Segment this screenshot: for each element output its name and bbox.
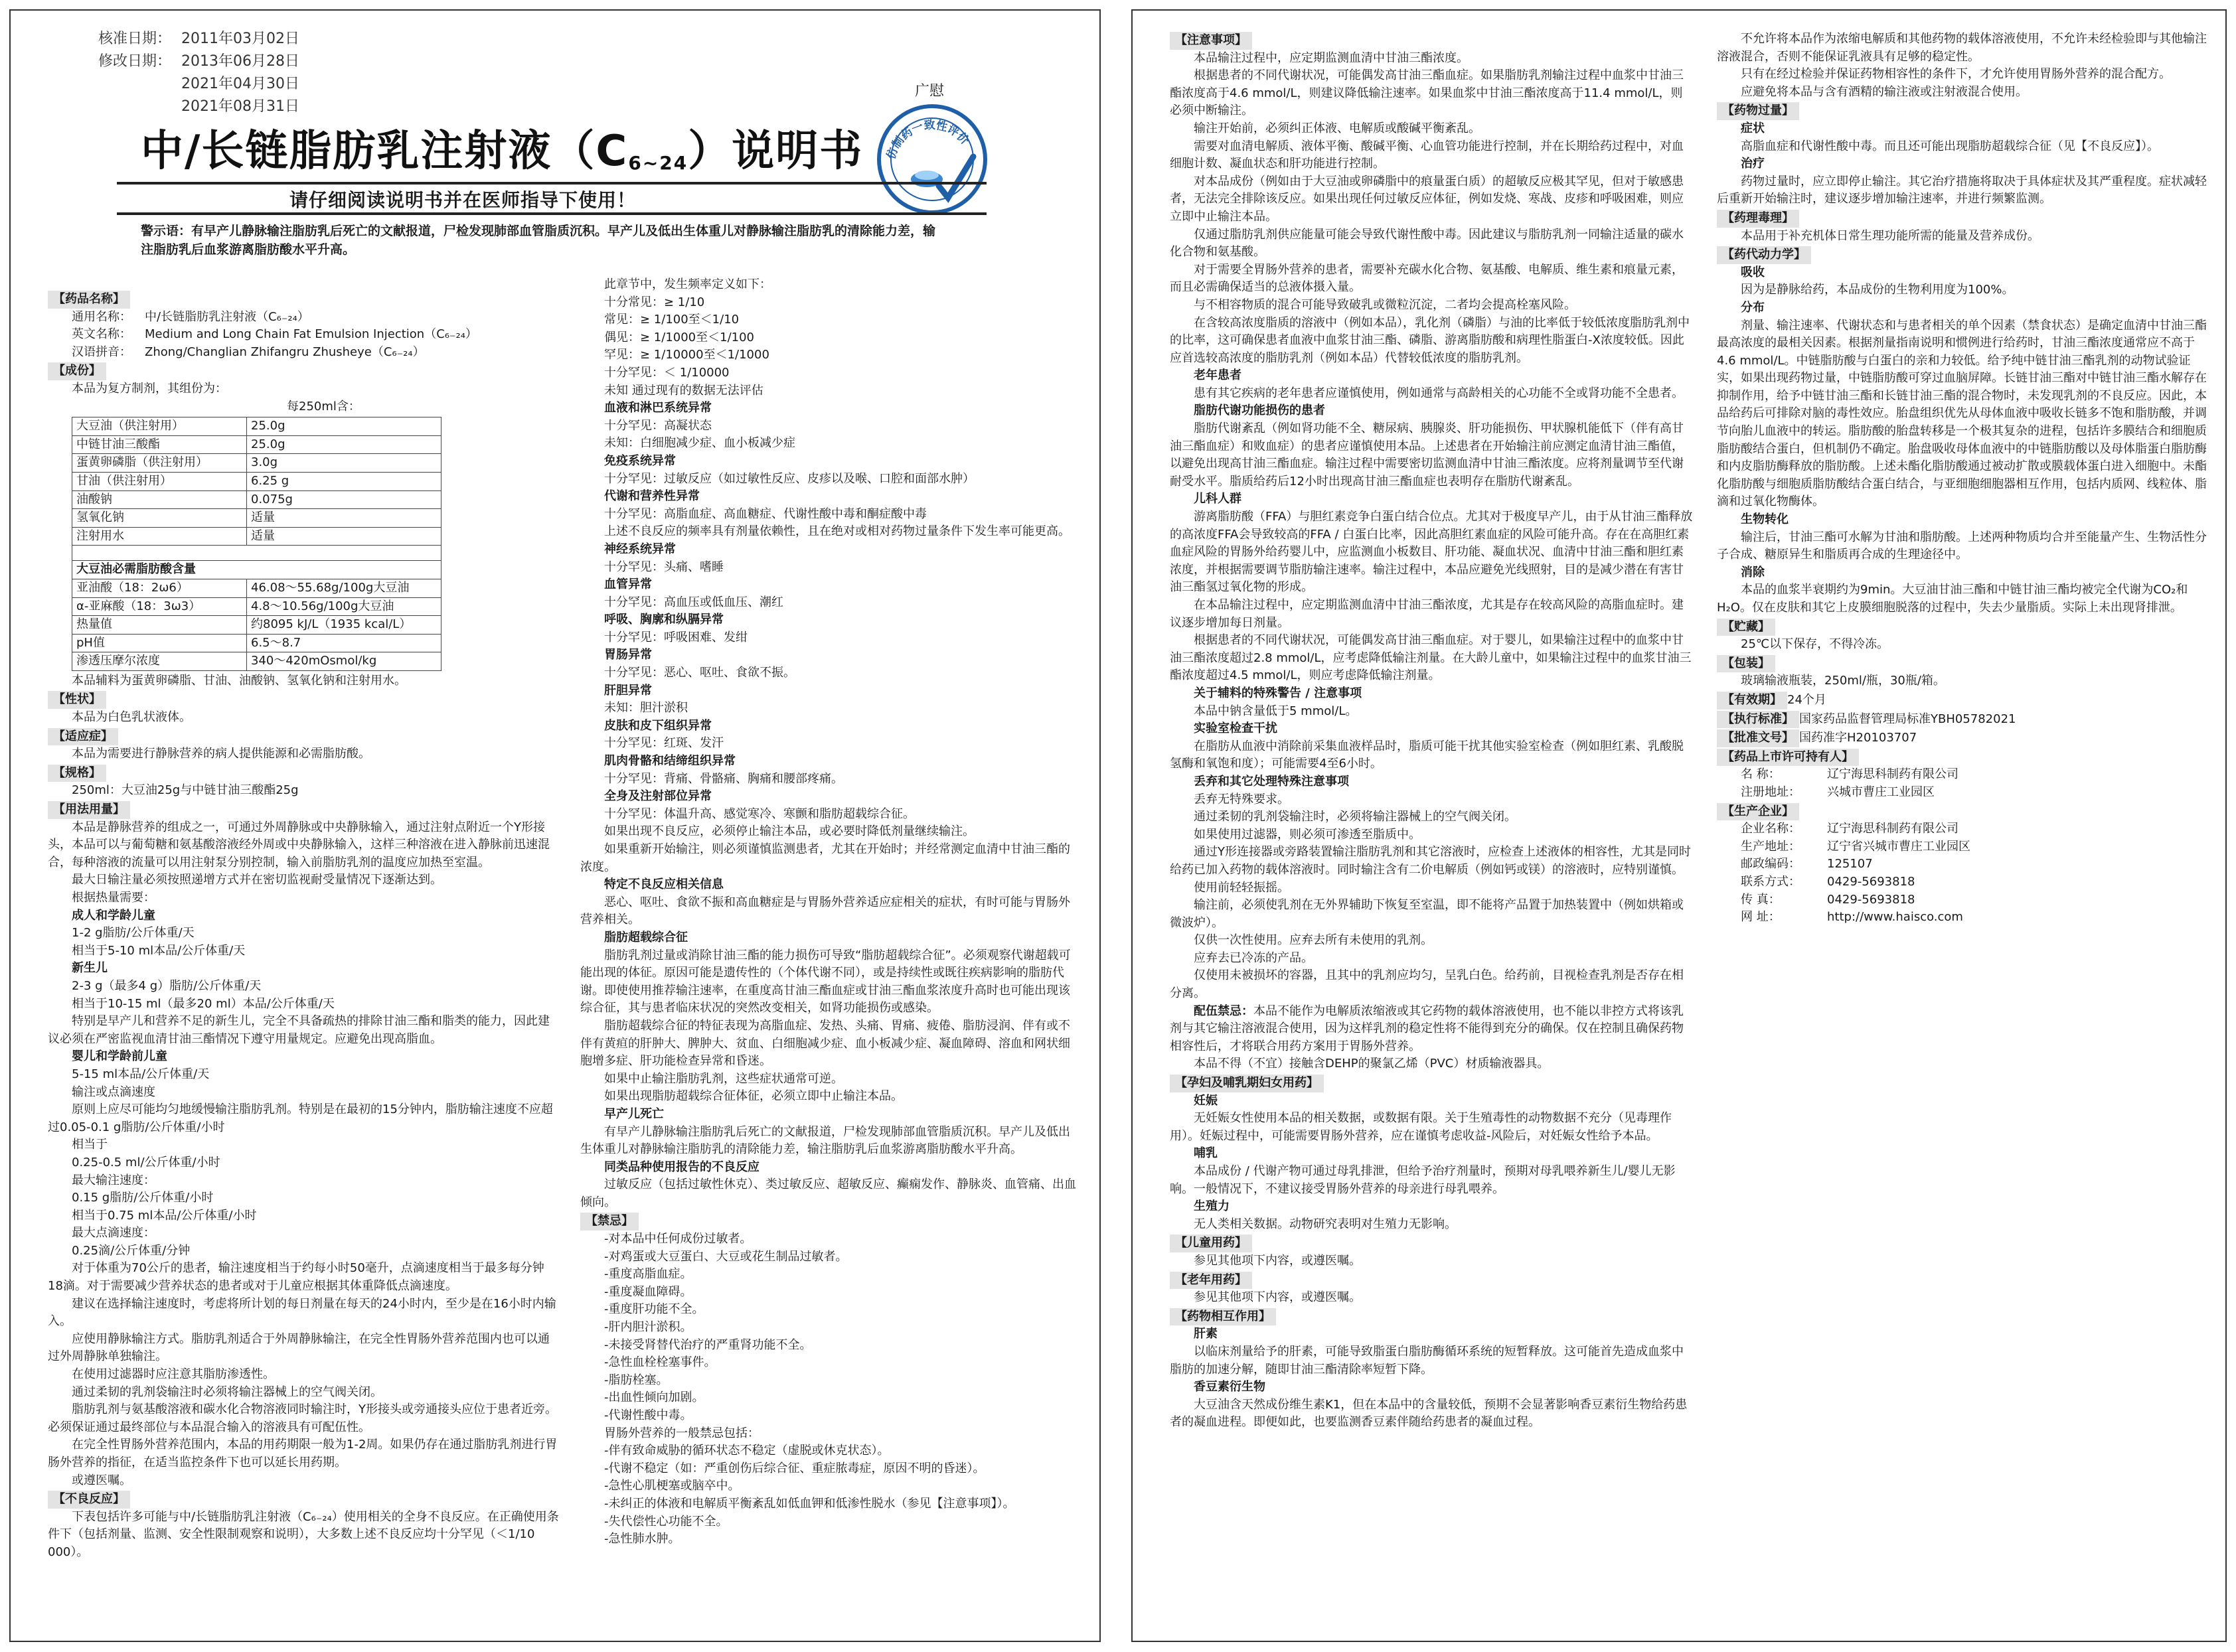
section-precautions: 【注意事项】 本品输注过程中，应定期监测血清中甘油三酯浓度。 根据患者的不同代谢状况，可能偶发高甘油三酯血症。如果脂肪乳剂输注过程中血浆中甘油三酯浓度高于4.6 mmol/L，则建议降低输注速率。如果血浆中甘油三酯浓度高于11.4 mmol/L，则必须中断输注。 输注开始前，必须纠正体液、电解质或酸碱平衡紊乱。 需要对血清电解质、液体平衡、酸碱平衡、心血管功能进行控制，并在长期给药过程中，对血细胞计数、凝血状态和肝功能进行控制。 对本品成份（例如由于大豆油或卵磷脂中的痕量蛋白质）的超敏反应极其罕见，但对于敏感患者，无法完全排除该反应。如果出现任何过敏反应体征，例如发烧、寒战、皮疹和呼吸困难，则应立即中止输注本品。 仅通过脂肪乳剂供应能量可能会导致代谢性酸中毒。因此建议与脂肪乳剂一同输注适量的碳水化合物和氨基酸。 对于需要全胃肠外营养的患者，需要补充碳水化合物、氨基酸、电解质、维生素和痕量元素，而且必需确保适当的总液体摄入量。 与不相容物质的混合可能导致破乳或微粒沉淀，二者均会提高栓塞风险。 在含较高浓度脂质的溶液中（例如本品），乳化剂（磷脂）与油的比率低于较低浓度脂肪乳剂中的比率，这可确保患者血液中血浆甘油三酯、磷脂、游离脂肪酸和病理性脂蛋白-X浓度较低。因此应首选较高浓度的脂肪乳剂（例如本品）代替较低浓度的脂肪乳剂。 老年患者 患有其它疾病的老年患者应谨慎使用，例如通常与高龄相关的心功能不全或肾功能不全患者。 脂肪代谢功能损伤的患者 脂肪代谢紊乱（例如肾功能不全、糖尿病、胰腺炎、肝功能损伤、甲状腺机能低下（伴有高甘油三酯血症）和败血症）的患者应谨慎使用本品。上述患者在开始输注前应测定血清甘油三酯值，以避免出现高甘油三酯血症。输注过程中需要密切监测血清中甘油三酯浓度。应将剂量调节至代谢耐受水平。脂质给药后12小时出现高甘油三酯血症也表明存在脂肪代谢紊乱。 儿科人群 游离脂肪酸（FFA）与胆红素竞争白蛋白结合位点。尤其对于极度早产儿，由于从甘油三酯释放的高浓度FFA会导致较高的FFA / 白蛋白比率，因此高胆红素血症的风险可能升高。存在在高胆红素血症风险的胃肠外给药婴儿中，应监测血小板数目、肝功能、凝血状况、血清中甘油三酯和胆红素浓度，并根据需要调节脂肪输注速率。输注过程中，本品应避免光线照射，目的是减少潜在有害甘油三酯氢过氧化物的形成。 在本品输注过程中，应定期监测血清中甘油三酯浓度，尤其是存在较高风险的高脂血症时。建议逐步增加每日剂量。 根据患者的不同代谢状况，可能偶发高甘油三酯血症。对于婴儿，如果输注过程中的血浆中甘油三酯浓度超过2.8 mmol/L，应考虑降低输注剂量。在大龄儿童中，如果输注过程中的血浆甘油三酯浓度超过4.5 mmol/L，则应考虑降低输注剂量。 关于辅料的特殊警告 / 注意事项 本品中钠含量低于5 mmol/L。 实验室检查干扰 在脂肪从血液中消除前采集血液样品时，脂质可能干扰其他实验室检查（例如胆红素、乳酸脱氢酶和氧饱和度）；可能需要4至6小时。 丢弃和其它处理特殊注意事项 丢弃无特殊要求。 通过柔韧的乳剂袋输注时，必须将输注器械上的空气阀关闭。 如果使用过滤器，则必须可渗透至脂质中。 通过Y形连接器或旁路装置输注脂肪乳剂和其它溶液时，应检查上述液体的相容性，尤其是同时给药已加入药物的载体溶液时。同时输注含有二价电解质（例如钙或镁）的溶液时，应特别谨慎。 使用前轻轻振摇。 输注前，必须使乳剂在无外界辅助下恢复至室温，即不能将产品置于加热装置中（例如烘箱或微波炉）。 仅供一次性使用。应弃去所有未使用的乳剂。 应弃去已冷冻的产品。 仅使用未被损坏的容器，且其中的乳剂应均匀，呈乳白色。给药前，目视检查乳剂是否存在相分离。 配伍禁忌：本品不能作为电解质浓缩液或其它药物的载体溶液使用，也不能以非控方式将该乳剂与其它输注溶液混合使用，因为这样乳剂的稳定性将不能得到充分的确保。仅在控制且确保药物相容性后，才将联合用药方案用于胃肠外营养。 本品不得（不宜）接触含DEHP的聚氯乙烯（PVC）材质输液器具。 [1170,32,1694,1073]
date-label: 修改日期： [98,53,172,70]
date-label: 核准日期： [98,31,172,47]
efa-row [72,652,441,671]
ingredient-name: 油酸钠 [72,490,247,509]
composition-row [72,472,441,490]
system-reaction: 十分罕见：高凝状态 [604,418,712,433]
title-divider [117,182,987,185]
brand-label: 广慰 [915,83,945,100]
efa-row [72,597,441,616]
drug-name-row [72,344,559,362]
system-reaction: 十分罕见：头痛、嗜睡 [604,560,724,574]
section-validity: 【有效期】 24个月 [1717,692,2208,710]
efa-heading-row [72,561,441,579]
date-value: 2021年04月30日 [181,76,299,92]
section-storage: 【贮藏】 25℃以下保存，不得冷冻。 [1717,619,2208,654]
general-contraindication-item: -急性心肌梗塞或脑卒中。 [604,1479,740,1493]
spacer-cell [72,546,441,561]
system-reaction: 十分罕见：红斑、发汗 [604,736,724,751]
ingredient-name: 蛋黄卵磷脂（供注射用） [72,454,247,473]
system-reaction: 十分罕见：体温升高、感觉寒冷、寒颤和脂肪超载综合征。 [604,806,915,821]
manufacturer-row-value: 125107 [1827,857,1873,871]
section-license-holder: 【药品上市许可持有人】 名 称： 辽宁海思科制药有限公司 注册地址： 兴城市曹庄工业园区 [1717,749,2208,802]
section-dosage: 【用法用量】 本品是静脉营养的组成之一，可通过外周静脉或中央静脉输入，通过注射点附近一个Y形接头，本品可以与葡萄糖和氨基酸溶液经外周或中央静脉输入，这样三种溶液在进入静脉前迅速混合，每种溶液的流量可以用注射泵分别控制，输入前脂肪乳剂的温度应加热至室温。 最大日输注量必须按照递增方式并在密切监视耐受量情况下逐渐达到。 根据热量需要： 成人和学龄儿童 1-2 g脂肪/公斤体重/天 相当于5-10 ml本品/公斤体重/天 新生儿 2-3 g（最多4 g）脂肪/公斤体重/天 相当于10-15 ml（最多20 ml）本品/公斤体重/天 特别是早产儿和营养不足的新生儿，完全不具备疏热的排除甘油三酯和脂类的能力，因此建议必须在严密监视血清甘油三酯情况下遵守用量规定。应避免出现高脂血。 婴儿和学龄前儿童 5-15 ml本品/公斤体重/天 输注或点滴速度 原则上应尽可能均匀地缓慢输注脂肪乳剂。特别是在最初的15分钟内，脂肪输注速度不应超过0.05-0.1 g脂肪/公斤体重/小时 相当于 0.25-0.5 ml/公斤体重/小时 最大输注速度： 0.15 g脂肪/公斤体重/小时 相当于0.75 ml本品/公斤体重/小时 最大点滴速度： 0.25滴/公斤体重/分钟 对于体重为70公斤的患者，输注速度相当于约每小时50毫升，点滴速度相当于最多每分钟18滴。对于需要减少营养状态的患者或对于儿童应根据其体重降低点滴速度。 建议在选择输注速度时，考虑将所计划的每日剂量在每天的24小时内，至少是在16小时内输入。 应使用静脉输注方式。脂肪乳剂适合于外周静脉输注，在完全性胃肠外营养范围内也可以通过外周静脉单独输注。 在使用过滤器时应注意其脂肪渗透性。 通过柔韧的乳剂袋输注时必须将输注器械上的空气阀关闭。 脂肪乳剂与氨基酸溶液和碳水化合物溶液同时输注时，Y形接头或旁通接头应位于患者近旁。必须保证通过最终部位与本品混合输入的溶液具有可配伍性。 在完全性胃肠外营养范围内，本品的用药期限一般为1-2周。如果仍存在通过脂肪乳剂进行胃肠外营养的指征，在适当监控条件下也可以延长用药期。 或遵医嘱。 [48,802,558,1487]
section-pregnancy: 【孕妇及哺乳期妇女用药】 妊娠 无妊娠女性使用本品的相关数据，或数据有限。关于生殖毒性的动物数据不充分（见毒理作用）。妊娠过程中，可能需要胃肠外营养，应在谨慎考虑收益-风险后，对妊娠女性给予本品。 哺乳 本品成份 / 代谢产物可通过母乳排泄，但给予治疗剂量时，预期对母乳喂养新生儿/婴儿无影响。一般情况下，不建议接受胃肠外营养的母亲进行母乳喂养。 生殖力 无人类相关数据。动物研究表明对生殖力无影响。 [1170,1076,1676,1231]
subtitle-divider [117,212,987,215]
license-holder-row-label: 注册地址： [1741,785,1800,799]
section-manufacturer: 【生产企业】 企业名称： 辽宁海思科制药有限公司 生产地址： 辽宁省兴城市曹庄工业园区 邮政编码： 125107 联系方式： 0429-5693818 传 真： 0429-5693818 网 址： http://www.haisco.com [1717,803,2208,927]
date-row [98,50,299,73]
composition-row [72,435,441,454]
drug-name-row-value: 中/长链脂肪乳注射液（C₆₋₂₄） [145,309,309,324]
disposal-item: 通过柔韧的乳剂袋输注时，必须将输注器械上的空气阀关闭。 [1194,810,1516,824]
ingredient-name: 中链甘油三酸酯 [72,435,247,454]
composition-row [72,527,441,546]
composition-row [72,454,441,473]
disposal-item: 如果使用过滤器，则必须可渗透至脂质中。 [1194,827,1421,842]
section-adverse-reactions: 【不良反应】 下表包括许多可能与中/长链脂肪乳注射液（C₆₋₂₄）使用相关的全身不良反应。在正确使用条件下（包括剂量、监测、安全性限制观察和说明），大多数上述不良反应均十分罕见（＜1/10 000）。 [48,1492,559,1559]
system-heading: 神经系统异常 [604,542,676,556]
manufacturer-row-value: 0429-5693818 [1827,892,1915,907]
contraindication-item: -重度凝血障碍。 [604,1284,692,1299]
contraindication-item: -急性血栓栓塞事件。 [604,1355,716,1370]
system-heading: 肌肉骨骼和结缔组织异常 [604,754,736,769]
system-heading: 血液和淋巴系统异常 [604,401,712,415]
disposal-item: 通过Y形连接器或旁路装置输注脂肪乳剂和其它溶液时，应检查上述液体的相容性，尤其是同时给药已加入药物的载体溶液时。同时输注含有二价电解质（例如钙或镁）的溶液时，应特别谨慎。 [1170,845,1691,877]
ingredient-amount: 3.0g [247,454,441,473]
frequency-item: 未知 通过现有的数据无法评估 [604,383,763,398]
system-heading: 皮肤和皮下组织异常 [604,718,712,733]
date-row [98,28,299,50]
adverse-by-system [580,400,1078,876]
drug-name-row [72,309,559,327]
right-column-2: 不允许将本品作为浓缩电解质和其他药物的载体溶液使用，不允许未经检验即与其他输注溶液混合，否则不能保证乳液具有足够的稳定性。 只有在经过检验并保证药物相容性的条件下，才允许使用胃肠外营养的混合配方。 应避免将本品与含有酒精的输注液或注射液混合使用。 【药物过量】 症状 高脂血症和代谢性酸中毒。而且还可能出现脂肪超载综合征（见【不良反应】）。 治疗 药物过量时，应立即停止输注。其它治疗措施将取决于具体症状及其严重程度。症状减轻后重新开始输注时，建议逐步增加输注速率，并进行频繁监测。 【药理毒理】 本品用于补充机体日常生理功能所需的能量及营养成份。 【药代动力学】 吸收 因为是静脉给药，本品成份的生物利用度为100%。 分布 剂量、输注速率、代谢状态和与患者相关的单个因素（禁食状态）是确定血清中甘油三酯最高浓度的最相关因素。根据剂量指南说明和惯例进行给药时，甘油三酯浓度通常应不高于4.6 mmol/L。中链脂肪酸与白蛋白的亲和力较低。给予纯中链甘油三酯乳剂的动物试验证实，如果出现药物过量，中链脂肪酸可穿过血脑屏障。长链甘油三酯对中链甘油三酯水解存在抑制作用，给予中链甘油三酯和长链甘油三酯的混合物时，未发现乳剂的不良反应。因此，本品给药后可排除对脑的毒性效应。胎盘组织优先从母体血液中吸收长链多不饱和脂肪酸，并调节向胎儿血液中的转运。脂肪酸的胎盘转移是一个极其复杂的进程，包括许多膜结合和细胞质脂肪酸结合蛋白，但机制仍不确定。胎盘吸收母体血液中的中链脂肪酸以及母体脂蛋白脂肪酶和内皮脂肪酶释放的脂肪酸。上述未酯化脂肪酸通过被动扩散或膜载体蛋白进入细胞中。未酯化脂肪酸与细胞质脂肪酸结合蛋白结合，与亚细胞细胞器相互作用，包括内质网、线粒体、脂滴和过氧化物酶体。 生物转化 输注后，甘油三酯可水解为甘油和脂肪酸。上述两种物质均合并至能量产生、生物活性分子合成、糖原异生和脂质再合成的生理途径中。 消除 本品的血浆半衰期约为9min。大豆油甘油三酯和中链甘油三酯均被完全代谢为CO₂和H₂O。仅在皮肤和其它上皮膜细胞脱落的过程中，失去少量脂质。实际上未出现肾排泄。 【贮藏】 25℃以下保存，不得冷冻。 【包装】 玻璃输液瓶装，250ml/瓶，30瓶/箱。 【有效期】 24个月 【执行标准】 国家药品监督管理局标准YBH05782021 【批准文号】 国药准字H20103707 【药品上市许可持有人】 名 称： 辽宁海思科制药有限公司 注册地址： 兴城市曹庄工业园区 【生产企业】 企业名称： 辽宁海思科制药有限公司 生产地址： 辽宁省兴城市曹庄工业园区 邮政编码： 125107 联系方式： 0429-5693818 传 真： 0429-5693818 网 址： http://www.haisco.com [1717,31,2208,927]
license-holder-row-label: 名 称： [1741,767,1781,782]
disposal-item: 应弃去已冷冻的产品。 [1194,950,1313,965]
section-pharmacology: 【药理毒理】 本品用于补充机体日常生理功能所需的能量及营养成份。 [1717,210,2208,245]
drug-name-row-label: 通用名称： [72,309,131,324]
frequency-item: 十分罕见：＜ 1/10000 [604,365,730,380]
section-standard: 【执行标准】 国家药品监督管理局标准YBH05782021 [1717,711,2208,729]
system-heading: 胃肠异常 [604,648,652,662]
efa-row [72,579,441,597]
efa-value: 340～420mOsmol/kg [247,652,441,671]
system-heading: 代谢和营养性异常 [604,489,700,504]
ingredient-name: 甘油（供注射用） [72,472,247,490]
system-reaction: 如果出现不良反应，必须停止输注本品，或必要时降低剂量继续输注。 [604,824,975,839]
section-interactions: 【药物相互作用】 肝素 以临床剂量给予的肝素，可能导致脂蛋白脂肪酶循环系统的短暂释放。这可能首先造成血浆中脂肪的加速分解，随即甘油三酯清除率短暂下降。 香豆素衍生物 大豆油含天然成份维生素K1，但在本品中的含量较低，预期不会显著影响香豆素衍生物给药患者的凝血进程。即便如此，也要监测香豆素伴随给药患者的凝血过程。 [1170,1309,1688,1430]
ingredient-name: 氢氧化钠 [72,509,247,528]
license-holder-row [1741,766,2208,784]
frequency-item: 罕见：≥ 1/10000至＜1/1000 [604,348,769,362]
section-pediatric: 【儿童用药】 参见其他项下内容，或遵医嘱。 [1170,1235,1694,1270]
drug-name-row-value: Zhong/Changlian Zhifangru Zhusheye（C₆₋₂₄） [145,344,425,359]
left-column-2: 此章节中，发生频率定义如下： 十分常见：≥ 1/10 常见：≥ 1/100至＜1/10 偶见：≥ 1/1000至＜1/100 罕见：≥ 1/10000至＜1/1000 十分罕见：＜ 1/10000 未知 通过现有的数据无法评估 血液和淋巴系统异常 十分罕见：高凝状态 未知：白细胞减少症、血小板减少症 免疫系统异常 十分罕见：过敏反应（如过敏性反应、皮疹以及喉、口腔和面部水肿） 代谢和营养性异常 十分罕见：高脂血症、高血糖症、代谢性酸中毒和酮症酸中毒 上述不良反应的频率具有剂量依赖性，且在绝对或相对药物过量条件下发生率可能更高。 神经系统异常 十分罕见：头痛、嗜睡 血管异常 十分罕见：高血压或低血压、潮红 呼吸、胸廓和纵膈异常 十分罕见：呼吸困难、发绀 胃肠异常 十分罕见：恶心、呕吐、食欲不振。 肝胆异常 未知：胆汁淤积 皮肤和皮下组织异常 十分罕见：红斑、发汗 肌肉骨骼和结缔组织异常 十分罕见：背痛、骨骼痛、胸痛和腰部疼痛。 全身及注射部位异常 十分罕见：体温升高、感觉寒冷、寒颤和脂肪超载综合征。 如果出现不良反应，必须停止输注本品，或必要时降低剂量继续输注。 如果重新开始输注，则必须谨慎监测患者，尤其在开始时；并经常测定血清中甘油三酯的浓度。 特定不良反应相关信息 恶心、呕吐、食欲不振和高血糖症是与胃肠外营养适应症相关的症状，有时可能与胃肠外营养相关。 脂肪超载综合征 脂肪乳剂过量或消除甘油三酯的能力损伤可导致“脂肪超载综合征”。必须观察代谢超载可能出现的体征。原因可能是遗传性的（个体代谢不同），或是持续性或既往疾病影响的脂肪代谢。即使使用推荐输注速率，在重度高甘油三酯血症或甘油三酯血浆浓度升高时也可能出现该综合征，其与患者临床状况的突然改变相关，如肾功能损伤或感染。 脂肪超载综合征的特征表现为高脂血症、发热、头痛、胃痛、疲倦、脂肪浸润、伴有或不伴有黄疸的肝肿大、脾肿大、贫血、白细胞减少症、血小板减少症、凝血障碍、溶血和网状细胞增多症、肝功能检查异常和昏迷。 如果中止输注脂肪乳剂，这些症状通常可逆。 如果出现脂肪超载综合征体征，必须立即中止输注本品。 早产儿死亡 有早产儿静脉输注脂肪乳后死亡的文献报道，尸检发现肺部血管脂质沉积。早产儿及低出生体重儿对静脉输注脂肪乳的清除能力差，输注脂肪乳后血浆游离脂肪酸水平升高。 同类品种使用报告的不良反应 过敏反应（包括过敏性休克）、类过敏反应、超敏反应、癫痫发作、静脉炎、血管痛、出血倾向。 【禁忌】 -对本品中任何成份过敏者。 -对鸡蛋或大豆蛋白、大豆或花生制品过敏者。 -重度高脂血症。 -重度凝血障碍。 -重度肝功能不全。 -肝内胆汁淤积。 -未接受肾替代治疗的严重肾功能不全。 -急性血栓栓塞事件。 -脂肪栓塞。 -出血性倾向加剧。 -代谢性酸中毒。 胃肠外营养的一般禁忌包括： -伴有致命威胁的循环状态不稳定（虚脱或休克状态）。 -代谢不稳定（如：严重创伤后综合征、重症脓毒症，原因不明的昏迷）。 -急性心肌梗塞或脑卒中。 -未纠正的体液和电解质平衡紊乱如低血钾和低渗性脱水（参见【注意事项】）。 -失代偿性心功能不全。 -急性肺水肿。 [580,276,1078,1548]
manufacturer-row-value: 0429-5693818 [1827,874,1915,889]
right-column-1 [1170,31,1694,1432]
contraindication-item: -对鸡蛋或大豆蛋白、大豆或花生制品过敏者。 [604,1249,848,1264]
ingredient-amount: 6.25 g [247,472,441,490]
contraindication-item: -对本品中任何成份过敏者。 [604,1232,752,1246]
general-contraindication-item: -代谢不稳定（如：严重创伤后综合征、重症脓毒症，原因不明的昏迷）。 [604,1461,985,1475]
composition-table [72,417,441,671]
manufacturer-row-label: 生产地址： [1741,839,1800,854]
general-contraindication-item: -未纠正的体液和电解质平衡紊乱如低血钾和低渗性脱水（参见【注意事项】）。 [604,1496,1015,1511]
manufacturer-row [1741,909,2208,927]
manufacturer-row-label: 邮政编码： [1741,857,1800,871]
system-reaction: 十分罕见：呼吸困难、发绀 [604,630,748,644]
section-drug-name: 【药品名称】 通用名称： 中/长链脂肪乳注射液（C₆₋₂₄） 英文名称： Medium and Long Chain Fat Emulsion Injection（C₆₋₂₄） 汉语拼音： Zhong/Changlian Zhifangru Zhusheye（C₆₋₂₄） [48,291,559,361]
approval-dates [98,28,299,118]
efa-name: 亚油酸（18：2ω6） [72,579,247,597]
general-contraindication-item: -伴有致命威胁的循环状态不稳定（虚脱或休克状态）。 [604,1444,890,1458]
system-heading: 全身及注射部位异常 [604,789,712,804]
efa-row [72,616,441,635]
section-pharmacokinetics: 【药代动力学】 吸收 因为是静脉给药，本品成份的生物利用度为100%。 分布 剂量、输注速率、代谢状态和与患者相关的单个因素（禁食状态）是确定血清中甘油三酯最高浓度的最相关因素。根据剂量指南说明和惯例进行给药时，甘油三酯浓度通常应不高于4.6 mmol/L。中链脂肪酸与白蛋白的亲和力较低。给予纯中链甘油三酯乳剂的动物试验证实，如果出现药物过量，中链脂肪酸可穿过血脑屏障。长链甘油三酯对中链甘油三酯水解存在抑制作用，给予中链甘油三酯和长链甘油三酯的混合物时，未发现乳剂的不良反应。因此，本品给药后可排除对脑的毒性效应。胎盘组织优先从母体血液中吸收长链多不饱和脂肪酸，并调节向胎儿血液中的转运。脂肪酸的胎盘转移是一个极其复杂的进程，包括许多膜结合和细胞质脂肪酸结合蛋白，但机制仍不确定。胎盘吸收母体血液中的中链脂肪酸以及母体脂蛋白脂肪酶和内皮脂肪酶释放的脂肪酸。上述未酯化脂肪酸通过被动扩散或膜载体蛋白进入细胞中。未酯化脂肪酸与细胞质脂肪酸结合蛋白结合，与亚细胞细胞器相互作用，包括内质网、线粒体、脂滴和过氧化物酶体。 生物转化 输注后，甘油三酯可水解为甘油和脂肪酸。上述两种物质均合并至能量产生、生物活性分子合成、糖原异生和脂质再合成的生理途径中。 消除 本品的血浆半衰期约为9min。大豆油甘油三酯和中链甘油三酯均被完全代谢为CO₂和H₂O。仅在皮肤和其它上皮膜细胞脱落的过程中，失去少量脂质。实际上未出现肾排泄。 [1717,248,2207,615]
contraindication-item: -重度肝功能不全。 [604,1302,704,1317]
ingredient-amount: 25.0g [247,435,441,454]
system-reaction: 十分罕见：高血压或低血压、潮红 [604,595,783,609]
drug-name-row-label: 英文名称： [72,327,131,342]
manufacturer-row-value: 辽宁海思科制药有限公司 [1827,822,1958,836]
section-composition: 【成份】 本品为复方制剂，其组份为： 每250ml含： 大豆油（供注射用） 25.0g 中链甘油三酸酯 25.0g 蛋黄卵磷脂（供注射用） 3.0g 甘油（供注射用） 6.25 g 油酸钠 0.075g 氢氧化钠 适量 注射用水 适量 大豆油必需脂肪酸含量 亚油酸（18：2ω6） 46.08～55.68g/100g大豆油 α-亚麻酸（18：3ω3） 4.8～10.56g/100g大豆油 热量值 约8095 kJ/L（1935 kcal/L） pH值 6.5～8.7 渗透压摩尔浓度 340～420mOsmol/kg 本品辅料为蛋黄卵磷脂、甘油、油酸钠、氢氧化钠和注射用水。 [48,362,559,690]
drug-name-row-label: 汉语拼音： [72,344,131,359]
system-heading: 肝胆异常 [604,683,652,698]
system-reaction: 十分罕见：恶心、呕吐、食欲不振。 [604,666,795,680]
contraindication-item: -代谢性酸中毒。 [604,1408,692,1422]
date-value: 2011年03月02日 [181,31,299,47]
contraindication-item: -未接受肾替代治疗的严重肾功能不全。 [604,1337,812,1352]
system-reaction: 十分罕见：背痛、骨骼痛、胸痛和腰部疼痛。 [604,771,843,786]
date-row [98,96,299,118]
frequency-item: 偶见：≥ 1/1000至＜1/100 [604,330,755,344]
section-indication: 【适应症】 本品为需要进行静脉营养的病人提供能源和必需脂肪酸。 [48,728,559,763]
seal-text: 仿制药一致性评价 [884,118,972,161]
section-package: 【包装】 玻璃输液瓶装，250ml/瓶，30瓶/箱。 [1717,655,2208,690]
document-title: 中/长链脂肪乳注射液（C6~24）说明书 [141,127,864,176]
frequency-definitions [580,294,1078,400]
frequency-item: 十分常见：≥ 1/10 [604,295,705,309]
ingredient-amount: 适量 [247,509,441,528]
leaflet-left-panel [9,9,1101,1642]
disposal-item: 仅供一次性使用。应弃去所有未使用的乳剂。 [1194,933,1433,948]
efa-value: 4.8～10.56g/100g大豆油 [247,597,441,616]
composition-spacer-row [72,546,441,561]
system-reaction: 如果重新开始输注，则必须谨慎监测患者，尤其在开始时；并经常测定血清中甘油三酯的浓度。 [580,842,1070,874]
system-heading: 血管异常 [604,577,652,592]
general-contraindication-item: -急性肺水肿。 [604,1532,680,1546]
contraindication-item: -脂肪栓塞。 [604,1373,669,1387]
section-specification: 【规格】 250ml：大豆油25g与中链甘油三酸酯25g [48,765,559,800]
manufacturer-row [1741,820,2208,838]
license-holder-row [1741,784,2208,802]
license-holder-row-value: 辽宁海思科制药有限公司 [1827,767,1958,782]
section-contraindications: 【禁忌】 -对本品中任何成份过敏者。 -对鸡蛋或大豆蛋白、大豆或花生制品过敏者。 -重度高脂血症。 -重度凝血障碍。 -重度肝功能不全。 -肝内胆汁淤积。 -未接受肾替代治疗的严重肾功能不全。 -急性血栓栓塞事件。 -脂肪栓塞。 -出血性倾向加剧。 -代谢性酸中毒。 胃肠外营养的一般禁忌包括： -伴有致命威胁的循环状态不稳定（虚脱或休克状态）。 -代谢不稳定（如：严重创伤后综合征、重症脓毒症，原因不明的昏迷）。 -急性心肌梗塞或脑卒中。 -未纠正的体液和电解质平衡紊乱如低血钾和低渗性脱水（参见【注意事项】）。 -失代偿性心功能不全。 -急性肺水肿。 [580,1213,1078,1548]
date-value: 2013年06月28日 [181,53,299,70]
contraindication-item: -出血性倾向加剧。 [604,1390,704,1405]
efa-value: 约8095 kJ/L（1935 kcal/L） [247,616,441,635]
general-contraindication-item: -失代偿性心功能不全。 [604,1514,728,1529]
efa-name: pH值 [72,634,247,652]
date-value: 2021年08月31日 [181,98,299,115]
manufacturer-row-value: 辽宁省兴城市曹庄工业园区 [1827,839,1970,854]
disposal-item: 使用前轻轻振摇。 [1194,880,1289,895]
drug-name-row [72,326,559,344]
manufacturer-row-value: http://www.haisco.com [1827,910,1963,925]
efa-name: 渗透压摩尔浓度 [72,652,247,671]
section-overdose: 【药物过量】 症状 高脂血症和代谢性酸中毒。而且还可能出现脂肪超载综合征（见【不良反应】）。 治疗 药物过量时，应立即停止输注。其它治疗措施将取决于具体症状及其严重程度。症状减轻后重新开始输注时，建议逐步增加输注速率，并进行频繁监测。 [1717,104,2207,206]
read-instructions-notice: 请仔细阅读说明书并在医师指导下使用！ [289,189,637,211]
manufacturer-row-label: 企业名称： [1741,822,1800,836]
drug-name-row-value: Medium and Long Chain Fat Emulsion Injection（C₆₋₂₄） [145,327,477,342]
manufacturer-row [1741,856,2208,873]
date-row [98,73,299,96]
disposal-item: 仅使用未被损坏的容器，且其中的乳剂应均匀，呈乳白色。给药前，目视检查乳剂是否存在相分离。 [1170,968,1684,1001]
ingredient-name: 大豆油（供注射用） [72,417,247,436]
section-geriatric: 【老年用药】 参见其他项下内容，或遵医嘱。 [1170,1272,1694,1307]
left-column-1 [48,289,559,1562]
efa-name: 热量值 [72,616,247,635]
disposal-item: 输注前，必须使乳剂在无外界辅助下恢复至室温，即不能将产品置于加热装置中（例如烘箱或微波炉）。 [1170,898,1684,930]
section-character: 【性状】 本品为白色乳状液体。 [48,691,559,726]
efa-name: α-亚麻酸（18：3ω3） [72,597,247,616]
manufacturer-row-label: 联系方式： [1741,874,1800,889]
contraindication-item: -肝内胆汁淤积。 [604,1320,692,1335]
manufacturer-row [1741,891,2208,909]
system-reaction: 未知：白细胞减少症、血小板减少症 [604,436,795,451]
manufacturer-row-label: 传 真： [1741,892,1781,907]
system-reaction: 未知：胆汁淤积 [604,701,688,715]
system-reaction: 十分罕见：高脂血症、高血糖症、代谢性酸中毒和酮症酸中毒 [604,506,927,521]
consistency-evaluation-seal-icon [874,101,991,218]
system-reaction: 十分罕见：过敏反应（如过敏性反应、皮疹以及喉、口腔和面部水肿） [604,471,975,486]
efa-value: 46.08～55.68g/100g大豆油 [247,579,441,597]
frequency-item: 常见：≥ 1/100至＜1/10 [604,313,740,327]
leaflet-right-panel [1131,9,2227,1642]
contraindication-item: -重度高脂血症。 [604,1267,692,1282]
efa-value: 6.5～8.7 [247,634,441,652]
composition-row [72,417,441,436]
system-reaction: 上述不良反应的频率具有剂量依赖性，且在绝对或相对药物过量条件下发生率可能更高。 [604,524,1070,539]
section-approval-number: 【批准文号】 国药准字H20103707 [1717,729,2208,747]
composition-row [72,509,441,528]
disposal-item: 丢弃无特殊要求。 [1194,792,1289,806]
manufacturer-row-label: 网 址： [1741,910,1781,925]
manufacturer-row [1741,838,2208,856]
system-heading: 呼吸、胸廓和纵膈异常 [604,613,724,627]
license-holder-row-value: 兴城市曹庄工业园区 [1827,785,1935,799]
ingredient-amount: 0.075g [247,490,441,509]
system-heading: 免疫系统异常 [604,453,676,468]
ingredient-amount: 适量 [247,527,441,546]
efa-heading: 大豆油必需脂肪酸含量 [72,561,441,579]
efa-row [72,634,441,652]
warning-statement: 警示语：有早产儿静脉输注脂肪乳后死亡的文献报道，尸检发现肺部血管脂质沉积。早产儿及低出生体重儿对静脉输注脂肪乳的清除能力差，输注脂肪乳后血浆游离脂肪酸水平升高。 [141,224,936,257]
ingredient-name: 注射用水 [72,527,247,546]
manufacturer-row [1741,873,2208,891]
composition-row [72,490,441,509]
ingredient-amount: 25.0g [247,417,441,436]
